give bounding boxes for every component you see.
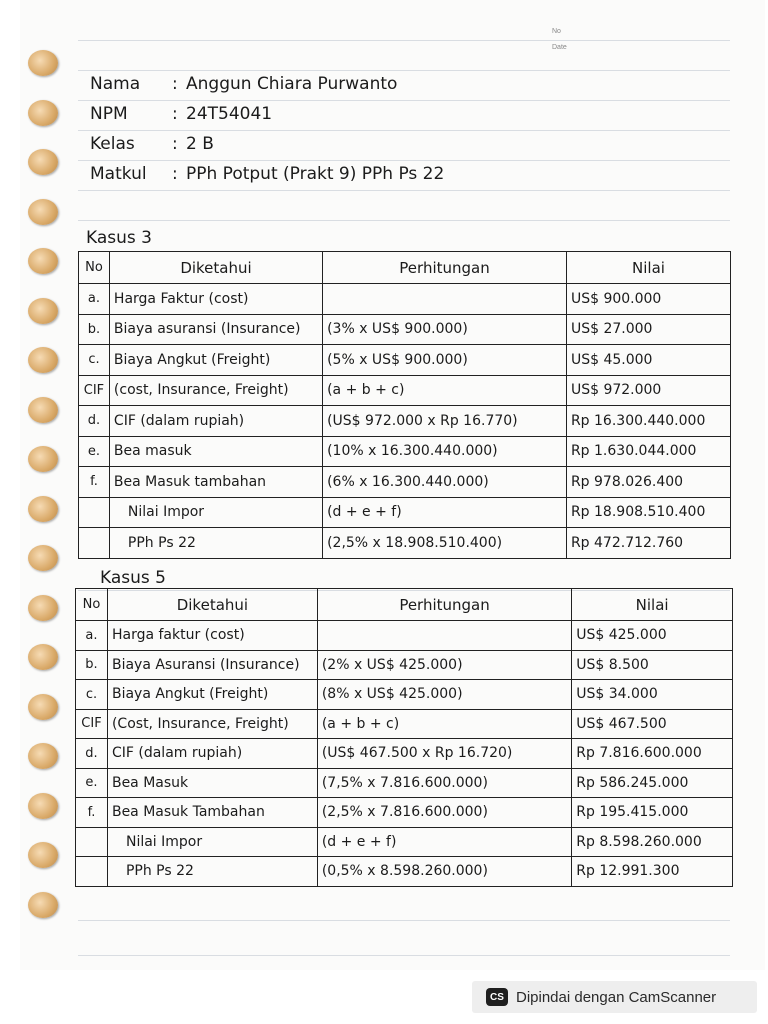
cell-diketahui: Bea masuk — [109, 436, 322, 467]
binder-ring — [28, 892, 58, 918]
binder-ring — [28, 496, 58, 522]
binder-ring — [28, 644, 58, 670]
cell-perhitungan: (d + e + f) — [323, 497, 567, 528]
table-row — [76, 680, 733, 710]
table-row — [79, 406, 731, 437]
ruled-line — [78, 955, 730, 956]
cell-no — [76, 827, 108, 857]
kasus-5-title: Kasus 5 — [100, 568, 166, 588]
cell-perhitungan: (2% x US$ 425.000) — [317, 650, 571, 680]
cell-diketahui: CIF (dalam rupiah) — [109, 406, 322, 437]
binder-ring — [28, 298, 58, 324]
col-header-diketahui: Diketahui — [109, 252, 322, 284]
cell-perhitungan — [323, 284, 567, 315]
cell-diketahui: PPh Ps 22 — [107, 857, 317, 887]
binder-ring — [28, 743, 58, 769]
cell-nilai: Rp 8.598.260.000 — [572, 827, 733, 857]
cell-nilai: Rp 586.245.000 — [572, 768, 733, 798]
cell-no: CIF — [76, 709, 108, 739]
camscanner-badge — [472, 981, 757, 1013]
cell-no: a. — [79, 284, 110, 315]
cell-no: e. — [76, 768, 108, 798]
binder-ring — [28, 248, 58, 274]
ruled-line — [78, 160, 730, 161]
cell-no: d. — [76, 739, 108, 769]
binder-ring — [28, 50, 58, 76]
cell-perhitungan: (d + e + f) — [317, 827, 571, 857]
cell-no — [76, 857, 108, 887]
ruled-line — [78, 190, 730, 191]
cell-nilai: US$ 972.000 — [566, 375, 730, 406]
binder-ring — [28, 545, 58, 571]
table-row — [76, 798, 733, 828]
kasus-5-table — [75, 588, 733, 887]
binder-ring — [28, 446, 58, 472]
cell-no: b. — [79, 314, 110, 345]
cell-no: c. — [79, 345, 110, 376]
table-row — [79, 345, 731, 376]
binder-ring — [28, 347, 58, 373]
cell-perhitungan: (2,5% x 18.908.510.400) — [323, 528, 567, 559]
cell-diketahui: Bea Masuk Tambahan — [107, 798, 317, 828]
cell-nilai: Rp 18.908.510.400 — [566, 497, 730, 528]
table-header-row — [79, 252, 731, 284]
cell-perhitungan: (US$ 467.500 x Rp 16.720) — [317, 739, 571, 769]
binder-ring — [28, 100, 58, 126]
cell-nilai: US$ 467.500 — [572, 709, 733, 739]
cell-nilai: US$ 34.000 — [572, 680, 733, 710]
cell-perhitungan: (5% x US$ 900.000) — [323, 345, 567, 376]
binder-ring — [28, 842, 58, 868]
cell-nilai: US$ 45.000 — [566, 345, 730, 376]
table-row — [79, 375, 731, 406]
cell-perhitungan: (a + b + c) — [317, 709, 571, 739]
ruled-line — [78, 220, 730, 221]
table-row — [79, 314, 731, 345]
cell-diketahui: Nilai Impor — [107, 827, 317, 857]
cell-diketahui: Biaya Angkut (Freight) — [107, 680, 317, 710]
cell-diketahui: Harga faktur (cost) — [107, 621, 317, 651]
table-row — [79, 467, 731, 498]
table-header-row — [76, 589, 733, 621]
ruled-line — [78, 40, 730, 41]
cell-perhitungan: (8% x US$ 425.000) — [317, 680, 571, 710]
cell-nilai: Rp 1.630.044.000 — [566, 436, 730, 467]
cell-no: d. — [79, 406, 110, 437]
col-header-diketahui: Diketahui — [107, 589, 317, 621]
col-header-nilai: Nilai — [572, 589, 733, 621]
table-row — [79, 436, 731, 467]
binder-ring — [28, 397, 58, 423]
cell-nilai: Rp 978.026.400 — [566, 467, 730, 498]
no-label: No — [552, 28, 561, 35]
cell-nilai: Rp 472.712.760 — [566, 528, 730, 559]
binder-ring — [28, 694, 58, 720]
ruled-line — [78, 130, 730, 131]
ruled-line — [78, 920, 730, 921]
col-header-no: No — [79, 252, 110, 284]
cell-diketahui: (cost, Insurance, Freight) — [109, 375, 322, 406]
cell-nilai: US$ 27.000 — [566, 314, 730, 345]
cell-diketahui: Bea Masuk tambahan — [109, 467, 322, 498]
info-sep: : — [172, 74, 178, 94]
info-label-nama: Nama — [90, 74, 141, 94]
info-value-npm: 24T54041 — [186, 104, 273, 124]
cell-no: f. — [76, 798, 108, 828]
camscanner-logo-icon: CS — [486, 988, 508, 1006]
cell-perhitungan: (2,5% x 7.816.600.000) — [317, 798, 571, 828]
cell-nilai: Rp 195.415.000 — [572, 798, 733, 828]
cell-perhitungan: (US$ 972.000 x Rp 16.770) — [323, 406, 567, 437]
kasus-3-table — [78, 251, 731, 559]
table-row — [79, 528, 731, 559]
cell-perhitungan: (10% x 16.300.440.000) — [323, 436, 567, 467]
cell-diketahui: Bea Masuk — [107, 768, 317, 798]
kasus-3-title: Kasus 3 — [86, 228, 152, 248]
cell-diketahui: Biaya Asuransi (Insurance) — [107, 650, 317, 680]
cell-nilai: Rp 12.991.300 — [572, 857, 733, 887]
cell-diketahui: PPh Ps 22 — [109, 528, 322, 559]
binder-ring — [28, 149, 58, 175]
binder-ring — [28, 595, 58, 621]
info-label-matkul: Matkul — [90, 164, 147, 184]
cell-no — [79, 497, 110, 528]
table-row — [76, 857, 733, 887]
cell-no: a. — [76, 621, 108, 651]
info-value-matkul: PPh Potput (Prakt 9) PPh Ps 22 — [186, 164, 445, 184]
date-label: Date — [552, 44, 567, 51]
cell-no: c. — [76, 680, 108, 710]
table-row — [76, 709, 733, 739]
cell-perhitungan: (3% x US$ 900.000) — [323, 314, 567, 345]
col-header-perhitungan: Perhitungan — [323, 252, 567, 284]
cell-perhitungan: (0,5% x 8.598.260.000) — [317, 857, 571, 887]
ruled-line — [78, 100, 730, 101]
cell-no: CIF — [79, 375, 110, 406]
col-header-nilai: Nilai — [566, 252, 730, 284]
table-row — [79, 497, 731, 528]
cell-nilai: US$ 900.000 — [566, 284, 730, 315]
cell-diketahui: CIF (dalam rupiah) — [107, 739, 317, 769]
cell-perhitungan: (a + b + c) — [323, 375, 567, 406]
cell-nilai: US$ 8.500 — [572, 650, 733, 680]
table-row — [76, 621, 733, 651]
info-value-nama: Anggun Chiara Purwanto — [186, 74, 398, 94]
info-sep: : — [172, 164, 178, 184]
cell-perhitungan: (7,5% x 7.816.600.000) — [317, 768, 571, 798]
info-label-kelas: Kelas — [90, 134, 135, 154]
binder-ring — [28, 793, 58, 819]
cell-no — [79, 528, 110, 559]
cell-diketahui: Biaya asuransi (Insurance) — [109, 314, 322, 345]
ruled-line — [78, 70, 730, 71]
binder-ring — [28, 199, 58, 225]
cell-no: b. — [76, 650, 108, 680]
table-row — [79, 284, 731, 315]
info-label-npm: NPM — [90, 104, 128, 124]
cell-diketahui: Biaya Angkut (Freight) — [109, 345, 322, 376]
info-value-kelas: 2 B — [186, 134, 214, 154]
table-row — [76, 827, 733, 857]
cell-diketahui: Nilai Impor — [109, 497, 322, 528]
info-sep: : — [172, 134, 178, 154]
camscanner-text: Dipindai dengan CamScanner — [516, 988, 717, 1006]
info-sep: : — [172, 104, 178, 124]
table-row — [76, 768, 733, 798]
cell-nilai: Rp 7.816.600.000 — [572, 739, 733, 769]
cell-nilai: US$ 425.000 — [572, 621, 733, 651]
cell-no: f. — [79, 467, 110, 498]
table-row — [76, 650, 733, 680]
col-header-no: No — [76, 589, 108, 621]
cell-diketahui: (Cost, Insurance, Freight) — [107, 709, 317, 739]
cell-nilai: Rp 16.300.440.000 — [566, 406, 730, 437]
cell-no: e. — [79, 436, 110, 467]
cell-diketahui: Harga Faktur (cost) — [109, 284, 322, 315]
cell-perhitungan: (6% x 16.300.440.000) — [323, 467, 567, 498]
table-row — [76, 739, 733, 769]
cell-perhitungan — [317, 621, 571, 651]
col-header-perhitungan: Perhitungan — [317, 589, 571, 621]
